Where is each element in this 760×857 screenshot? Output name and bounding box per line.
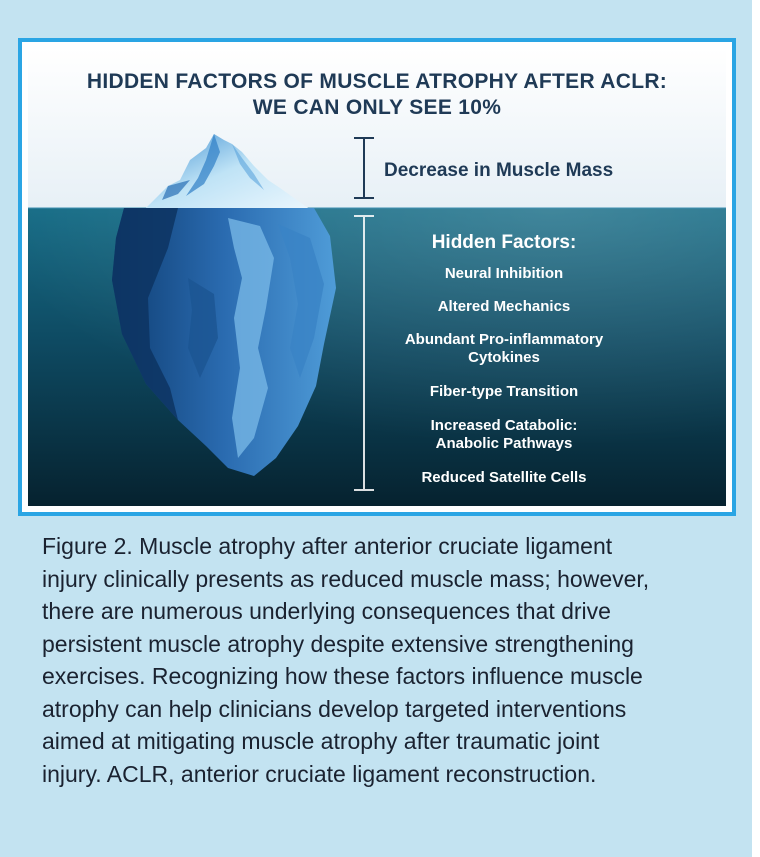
- caption-line: exercises. Recognizing how these factors influence muscle: [42, 663, 643, 689]
- figure-title-line-2: WE CAN ONLY SEE 10%: [252, 96, 502, 119]
- figure-frame: [18, 38, 736, 516]
- figure-title-line-1: HIDDEN FACTORS OF MUSCLE ATROPHY AFTER ACLR:: [86, 70, 668, 93]
- caption-line: atrophy can help clinicians develop targeted interventions: [42, 695, 627, 722]
- figure-caption: [42, 530, 742, 790]
- hidden-factor-fiber-type-transition: Fiber-type Transition: [429, 383, 579, 400]
- iceberg-infographic: [28, 48, 726, 506]
- hidden-factor-neural-inhibition: Neural Inhibition: [444, 265, 564, 282]
- hidden-factor-catabolic-line-1: Increased Catabolic:: [430, 417, 578, 434]
- caption-line: there are numerous underlying consequences that drive: [42, 598, 611, 624]
- above-water-label: Decrease in Muscle Mass: [384, 160, 614, 181]
- caption-line: Figure 2. Muscle atrophy after anterior cruciate ligament: [42, 533, 613, 559]
- hidden-factor-pro-inflammatory-line-1: Abundant Pro-inflammatory: [404, 331, 604, 348]
- caption-line: injury clinically presents as reduced muscle mass; however,: [42, 565, 650, 592]
- hidden-factor-satellite-cells: Reduced Satellite Cells: [421, 469, 587, 486]
- hidden-factor-pro-inflammatory-line-2: Cytokines: [468, 349, 540, 366]
- iceberg-svg: [28, 48, 726, 506]
- caption-line: aimed at mitigating muscle atrophy after traumatic joint: [42, 728, 600, 754]
- caption-line: injury. ACLR, anterior cruciate ligament reconstruction.: [42, 760, 597, 787]
- caption-line: persistent muscle atrophy despite extensive strengthening: [42, 630, 634, 657]
- hidden-factors-heading: Hidden Factors:: [431, 232, 577, 253]
- hidden-factor-catabolic-line-2: Anabolic Pathways: [435, 435, 573, 452]
- hidden-factor-altered-mechanics: Altered Mechanics: [437, 298, 571, 315]
